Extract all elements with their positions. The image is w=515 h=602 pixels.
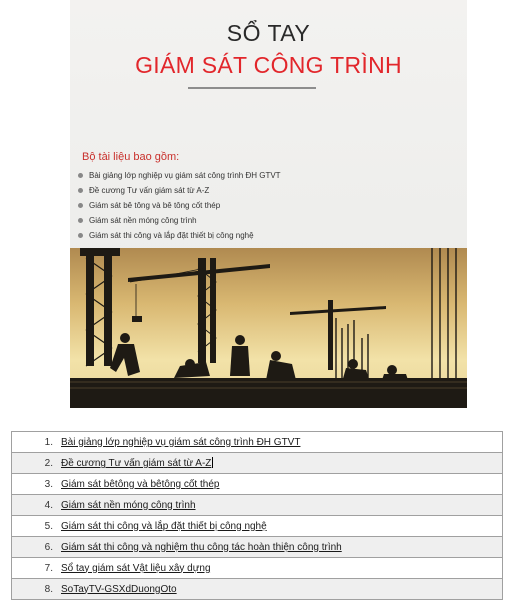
row-number: 1. [12, 432, 58, 453]
document-link[interactable]: Bài giảng lớp nghiệp vụ giám sát công trình ĐH GTVT [61, 436, 301, 448]
row-number: 6. [12, 537, 58, 558]
includes-item: Đề cương Tư vấn giám sát từ A-Z [78, 185, 281, 200]
table-row [12, 495, 503, 516]
table-row [12, 537, 503, 558]
bullet-icon [78, 203, 83, 208]
document-list-table [11, 431, 503, 600]
document-link[interactable]: Đề cương Tư vấn giám sát từ A-Z [61, 458, 212, 469]
row-number: 4. [12, 495, 58, 516]
row-number: 8. [12, 579, 58, 600]
row-number: 5. [12, 516, 58, 537]
bullet-icon [78, 218, 83, 223]
includes-heading: Bộ tài liệu bao gồm: [82, 151, 180, 163]
includes-item: Bài giảng lớp nghiệp vụ giám sát công trình ĐH GTVT [78, 170, 281, 185]
bullet-icon [78, 233, 83, 238]
book-cover [70, 0, 467, 408]
table-row [12, 558, 503, 579]
document-link[interactable]: Giám sát thi công và nghiệm thu công tác hoàn thiện công trình [61, 541, 342, 553]
text-cursor [212, 457, 213, 468]
includes-list [78, 170, 281, 245]
table-row [12, 579, 503, 600]
table-row [12, 453, 503, 474]
table-row [12, 516, 503, 537]
row-number: 3. [12, 474, 58, 495]
title-divider [188, 87, 316, 89]
includes-item: Giám sát bê tông và bê tông cốt thép [78, 200, 281, 215]
row-number: 7. [12, 558, 58, 579]
table-row [12, 474, 503, 495]
cover-subtitle: GIÁM SÁT CÔNG TRÌNH [135, 52, 402, 78]
includes-item: Giám sát nền móng công trình [78, 215, 281, 230]
document-link[interactable]: Giám sát thi công và lắp đặt thiết bị công nghệ [61, 520, 267, 532]
construction-photo [70, 248, 467, 408]
document-link[interactable]: Giám sát nền móng công trình [61, 499, 196, 511]
cover-title: SỔ TAY [226, 20, 311, 46]
document-link[interactable]: Giám sát bêtông và bêtông cốt thép [61, 478, 220, 490]
includes-item: Giám sát thi công và lắp đặt thiết bị công nghệ [78, 230, 281, 245]
document-link[interactable]: Sổ tay giám sát Vật liệu xây dựng [61, 562, 211, 574]
row-number: 2. [12, 453, 58, 474]
bullet-icon [78, 173, 83, 178]
bullet-icon [78, 188, 83, 193]
table-row [12, 432, 503, 453]
document-link[interactable]: SoTayTV-GSXdDuongOto [61, 583, 177, 595]
